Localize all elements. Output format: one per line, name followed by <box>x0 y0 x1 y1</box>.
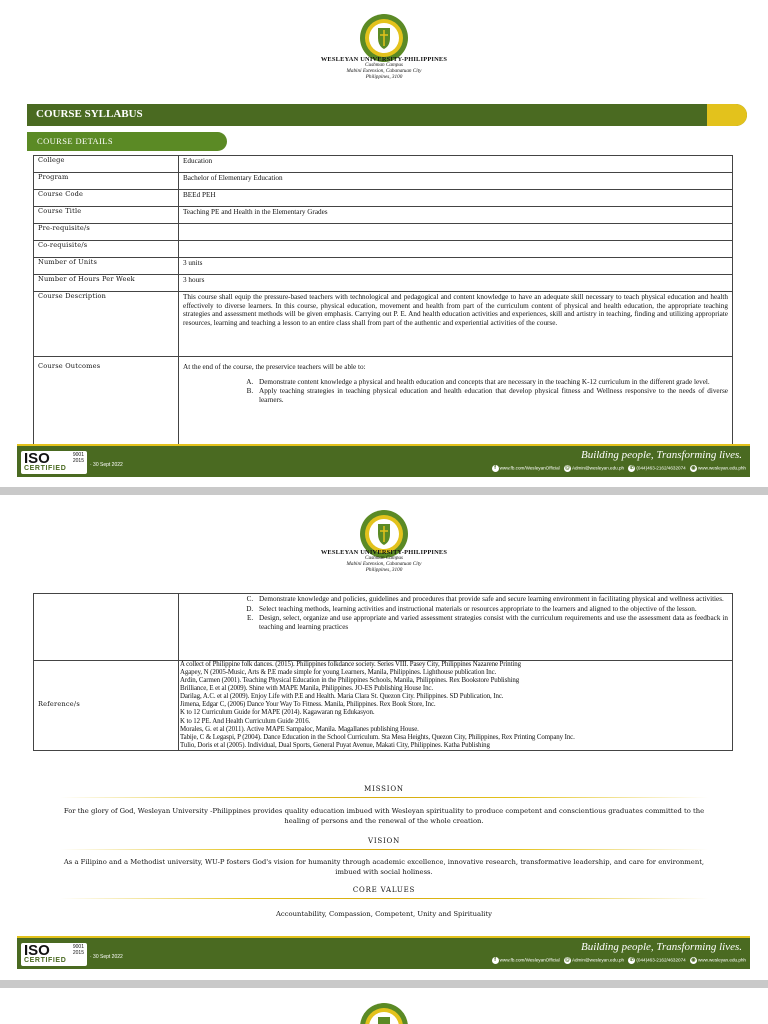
row-value <box>179 241 733 258</box>
list-item: A collect of Philippine folk dances. (2015). Philippines folkdance society. Series VIII. Pasey City, Philippines Nazarene Printing <box>180 661 521 668</box>
table-row <box>34 594 733 661</box>
list-item: K to 12 Curriculum Guide for MAPE (2014). Kagawaran ng Edukasyon. <box>180 709 375 717</box>
row-value: 3 hours <box>179 275 733 292</box>
list-item: Ardin, Carmen (2001). Teaching Physical Education in the Philippines Schools, Manila, Philippines. Rex Bookstore Publishing <box>180 677 520 685</box>
email-icon: @ <box>564 957 570 963</box>
university-header <box>0 56 768 81</box>
vision-heading: VISION <box>367 837 401 845</box>
row-value <box>179 224 733 241</box>
row-value: Bachelor of Elementary Education <box>179 173 733 190</box>
syllabus-page-1 <box>0 0 768 487</box>
course-details-table <box>33 155 733 449</box>
page-footer <box>17 936 750 969</box>
globe-icon: ◉ <box>691 465 696 471</box>
footer-gold-line <box>17 936 750 938</box>
course-outcomes-cell <box>179 594 733 661</box>
campus-address: Mabini Extension, Cabanatuan City <box>346 561 422 568</box>
table-row <box>34 275 733 292</box>
phone-number: (044)463-2162/4632074 <box>636 957 686 963</box>
phone-number: (044)463-2162/4632074 <box>636 465 686 471</box>
university-name: WESLEYAN UNIVERSITY-PHILIPPINES <box>320 549 448 556</box>
iso-standard: 9001 2015 <box>72 452 84 464</box>
list-item: Darilag, A.C. et al (2009). Enjoy Life with P.E and Health. Maria Clara St. Quezon City. Philippines. SD Publication, Inc. <box>180 693 504 701</box>
list-item: K to 12 PE. And Health Curriculum Guide 2016. <box>180 717 311 725</box>
slogan: Building people, Transforming lives. <box>580 449 742 461</box>
core-values-text: Accountability, Compassion, Competent, Unity and Spirituality <box>275 910 493 918</box>
row-label: Co-requisite/s <box>34 241 179 258</box>
phone-icon: ✆ <box>629 465 634 471</box>
list-item: B. Apply teaching strategies in teaching physical education and health education that develop physical fitness and Wellness responsive to the needs of diverse learners. <box>255 387 728 404</box>
row-label: Number of Units <box>34 258 179 275</box>
mission-heading: MISSION <box>364 785 404 793</box>
outcomes-label-continued <box>34 594 179 661</box>
mission-text: For the glory of God, Wesleyan University -Philippines provides quality education imbued with Wesleyan spirituality to produce competent and conscientious graduates committed to the healing of persons and the renewal of the whole creation. <box>63 807 705 825</box>
university-name: WESLEYAN UNIVERSITY-PHILIPPINES <box>320 56 448 63</box>
table-row <box>34 173 733 190</box>
slogan: Building people, Transforming lives. <box>580 941 742 953</box>
list-item: Morales, G. et al (2011). Active MAPE Sampaloc, Manila. Magallanes publishing House. <box>180 725 419 733</box>
iso-badge <box>21 451 87 474</box>
iso-certified-label: CERTIFIED <box>24 465 67 472</box>
table-row <box>34 207 733 224</box>
list-item: E. Design, select, organize and use appropriate and varied assessment strategies consist with the curriculum requirements and use the assessment data as feedback in teaching and learning practices <box>255 614 728 631</box>
email-link[interactable]: Admin@wesleyan.edu.ph <box>571 465 625 471</box>
facebook-icon: f <box>492 465 499 472</box>
iso-standard: 9001 2015 <box>72 944 84 956</box>
syllabus-page-3 <box>0 988 768 1024</box>
footer-gold-line <box>17 444 750 446</box>
references-label: Reference/s <box>34 661 179 751</box>
certification-date: · 30 Sept 2022 <box>90 954 123 960</box>
list-item: A. Demonstrate content knowledge a physical and health education and concepts that are necessary in the teaching K-12 curriculum in the different grade level. <box>255 378 728 387</box>
email-icon: @ <box>564 465 570 471</box>
course-description: This course shall equip the pressure-based teachers with technological and pedagogical and content knowledge to have an adequate skill necessary to teach physical education and health effectively to diverse learners. In this course, physical education, movement and health from part of the curriculum content of physical and health education, the appropriate teaching strategies and assessment methods will be given emphasis. Carrying out P. E. And health education activities and experiences, skill and artistry in teaching, finding and utilizing appropriate resources, learning and teaching a lesson to an entire class shall from part of the authentic and experiential activities of the course. <box>179 292 733 357</box>
university-seal-icon <box>359 1002 409 1024</box>
campus-country: Philippines, 3100 <box>365 74 403 81</box>
mission-divider <box>60 797 708 798</box>
row-value: Teaching PE and Health in the Elementary Grades <box>179 207 733 224</box>
table-row <box>34 258 733 275</box>
contact-info <box>489 465 746 472</box>
website-link[interactable]: www.wesleyan.edu.phh <box>697 957 746 963</box>
list-item: D. Select teaching methods, learning activities and instructional materials or resources appropriate to the learners and aligned to the objective of the lesson. <box>255 605 728 614</box>
row-label: Course Code <box>34 190 179 207</box>
facebook-link[interactable]: www.fb.com/WesleyanOfficial <box>499 465 560 471</box>
row-label: Program <box>34 173 179 190</box>
table-row <box>34 156 733 173</box>
list-item: C. Demonstrate knowledge and policies, guidelines and procedures that provide safe and secure learning environment in facilitating physical and wellness activities. <box>255 595 728 604</box>
course-outcomes-cell <box>179 357 733 449</box>
outcomes-list <box>183 378 728 405</box>
website-link[interactable]: www.wesleyan.edu.phh <box>697 465 746 471</box>
references-list <box>179 661 733 751</box>
campus-name: Cushman Campus <box>365 62 403 69</box>
contact-info <box>489 957 746 964</box>
core-values-divider <box>60 898 708 899</box>
iso-mark: ISO <box>24 450 50 467</box>
row-label: College <box>34 156 179 173</box>
banner-gold-stripe <box>707 104 747 126</box>
row-label: Number of Hours Per Week <box>34 275 179 292</box>
iso-badge <box>21 943 87 966</box>
phone-icon: ✆ <box>629 957 634 963</box>
row-value: Education <box>179 156 733 173</box>
iso-mark: ISO <box>24 942 50 959</box>
table-row <box>34 357 733 449</box>
list-item: Brilliance, E et al (2009). Shine with MAPE Manila, Philippines. JO-ES Publishing House Inc. <box>180 685 434 693</box>
certification-date: · 30 Sept 2022 <box>90 462 123 468</box>
vision-text: As a Filipino and a Methodist university, WU-P fosters God's vision for humanity through academic excellence, innovative research, transformative leadership, and care for environment, imbued with social holiness. <box>63 858 705 876</box>
list-item: Agapey, N (2005-Music, Arts & P.E made simple for young Learners, Manila, Philippines. Lighthouse publication Inc. <box>180 669 497 677</box>
list-item: Jimena, Edgar C, (2006) Dance Your Way To Fitness. Manila, Philippines. Rex Book Store, Inc. <box>180 701 436 709</box>
campus-name: Cushman Campus <box>365 555 403 562</box>
campus-country: Philippines, 3100 <box>365 567 403 574</box>
description-label: Course Description <box>34 292 179 357</box>
course-details-table-continued <box>33 593 733 751</box>
banner-title: COURSE SYLLABUS <box>36 108 143 120</box>
facebook-icon: f <box>492 957 499 964</box>
outcomes-label: Course Outcomes <box>34 357 179 449</box>
table-row <box>34 292 733 357</box>
outcomes-intro: At the end of the course, the preservice teachers will be able to: <box>183 363 366 371</box>
syllabus-page-2 <box>0 495 768 980</box>
facebook-link[interactable]: www.fb.com/WesleyanOfficial <box>499 957 560 963</box>
course-syllabus-banner <box>27 104 747 126</box>
row-label: Pre-requisite/s <box>34 224 179 241</box>
university-header <box>0 549 768 574</box>
globe-icon: ◉ <box>691 957 696 963</box>
row-value: BEEd PEH <box>179 190 733 207</box>
table-row <box>34 661 733 751</box>
list-item: Tulio, Doris et al (2005). Individual, Dual Sports, General Puyat Avenue, Makati City, Philippines. Katha Publishing <box>180 741 490 749</box>
core-values-heading: CORE VALUES <box>352 886 416 894</box>
iso-certified-label: CERTIFIED <box>24 957 67 964</box>
vision-divider <box>60 849 708 850</box>
outcomes-list <box>183 595 728 632</box>
list-item: Tabije, C & Legaspi, P (2004). Dance Education in the School Curriculum. Sta Mesa Heights, Quezon City, Philippines, Rex Printing Company Inc. <box>180 733 575 741</box>
email-link[interactable]: Admin@wesleyan.edu.ph <box>571 957 625 963</box>
page-footer <box>17 444 750 477</box>
course-details-title: COURSE DETAILS <box>37 136 113 146</box>
row-value: 3 units <box>179 258 733 275</box>
course-details-pill <box>27 132 227 151</box>
table-row <box>34 224 733 241</box>
table-row <box>34 190 733 207</box>
row-label: Course Title <box>34 207 179 224</box>
table-row <box>34 241 733 258</box>
campus-address: Mabini Extension, Cabanatuan City <box>346 68 422 75</box>
